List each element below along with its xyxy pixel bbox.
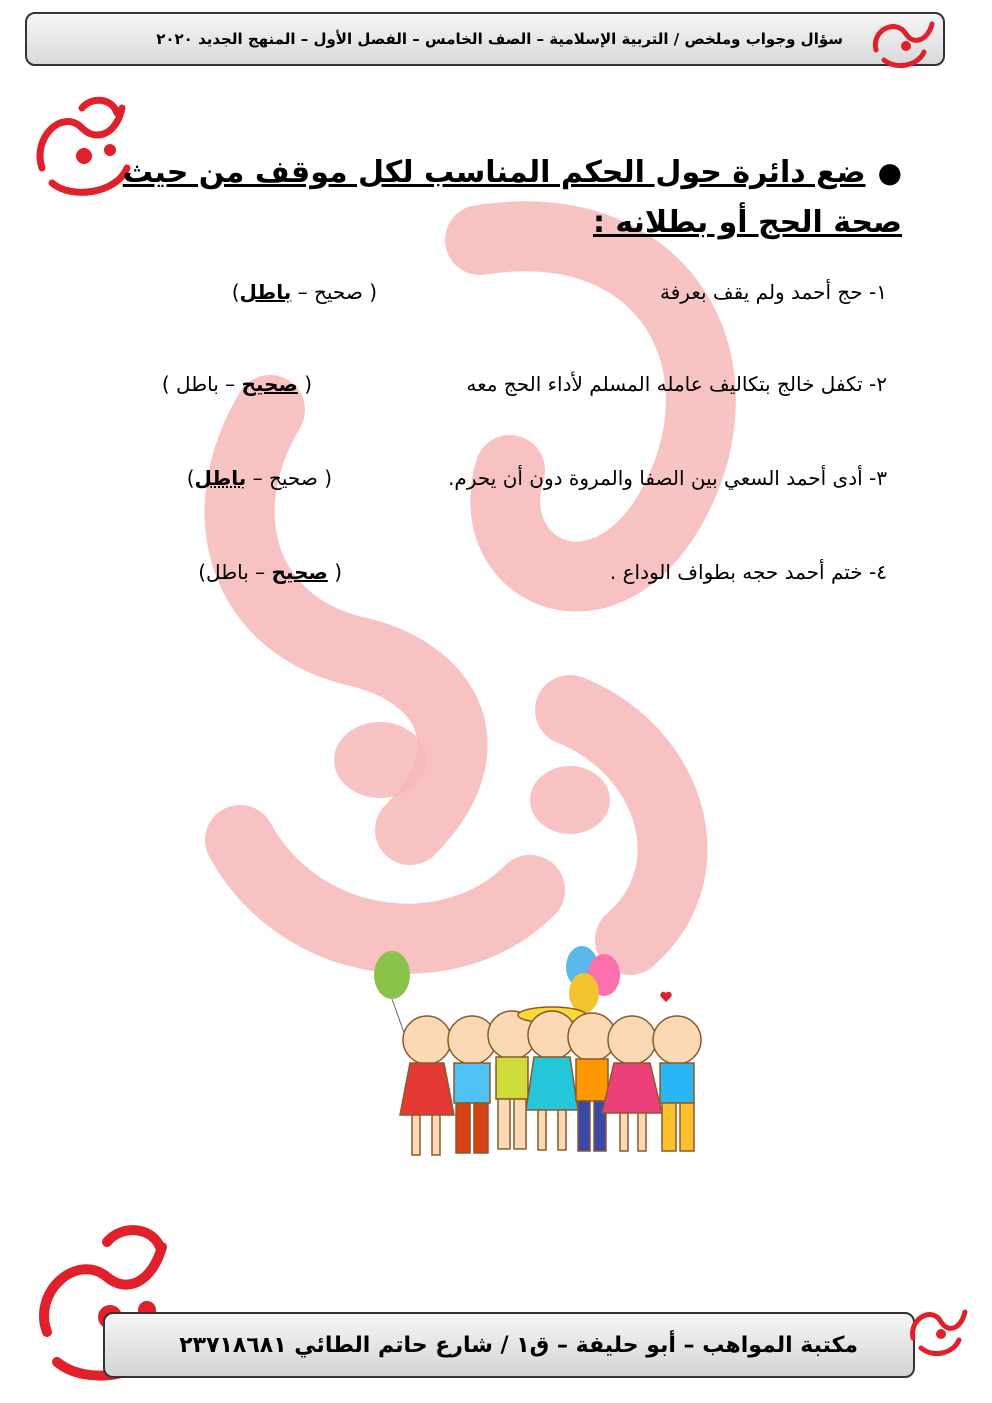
item-number: ٤-: [869, 560, 887, 584]
close-paren: ): [186, 466, 195, 490]
item-choices: [232, 274, 377, 310]
question-item-4: [107, 554, 887, 590]
children-with-balloons-illustration: [372, 945, 722, 1180]
open-paren: (: [324, 466, 332, 490]
item-choices: [187, 460, 332, 496]
question-item-2: [107, 366, 887, 402]
question-instruction: [112, 148, 902, 248]
close-paren: ): [161, 372, 170, 396]
item-number: ١-: [869, 280, 887, 304]
item-text: أدى أحمد السعي بين الصفا والمروة دون أن يحرم.: [448, 466, 863, 490]
option-invalid-selected[interactable]: باطل: [194, 466, 247, 490]
item-statement: [610, 554, 887, 590]
header-bar: [25, 12, 945, 66]
footer-bar: [103, 1312, 915, 1378]
bullet-icon: ●: [877, 156, 902, 189]
separator: –: [255, 560, 266, 584]
open-paren: (: [304, 372, 312, 396]
item-statement: [660, 274, 887, 310]
open-paren: (: [334, 560, 342, 584]
item-number: ٢-: [869, 372, 887, 396]
item-number: ٣-: [869, 466, 887, 490]
option-correct[interactable]: صحيح: [313, 280, 363, 304]
option-invalid-selected[interactable]: باطل: [239, 280, 292, 304]
instruction-text: ضع دائرة حول الحكم المناسب لكل موقف من حيث صحة الحج أو بطلانه :: [122, 155, 902, 240]
item-choices: [162, 366, 312, 402]
close-paren: ): [198, 560, 207, 584]
option-correct[interactable]: صحيح: [268, 466, 318, 490]
question-item-1: [107, 274, 887, 310]
option-correct-selected[interactable]: صحيح: [271, 560, 328, 584]
item-text: حج أحمد ولم يقف بعرفة: [660, 280, 863, 304]
option-invalid[interactable]: باطل: [206, 560, 249, 584]
option-correct-selected[interactable]: صحيح: [241, 372, 298, 396]
separator: –: [225, 372, 236, 396]
question-item-3: [107, 460, 887, 496]
separator: –: [297, 280, 308, 304]
item-statement: [466, 366, 887, 402]
open-paren: (: [369, 280, 377, 304]
header-title: سؤال وجواب وملخص / التربية الإسلامية – الصف الخامس – الفصل الأول – المنهج الجديد ٢٠٢٠: [156, 30, 843, 48]
footer-logo: [905, 1298, 975, 1360]
footer-text: مكتبة المواهب – أبو حليفة – ق١ / شارع حاتم الطائي ٢٣٧١٨٦٨١: [179, 1332, 858, 1358]
item-text: تكفل خالج بتكاليف عامله المسلم لأداء الحج معه: [466, 372, 863, 396]
header-logo: [866, 10, 946, 72]
separator: –: [252, 466, 263, 490]
item-text: ختم أحمد حجه بطواف الوداع .: [609, 560, 863, 584]
option-invalid[interactable]: باطل: [176, 372, 219, 396]
item-choices: [198, 554, 342, 590]
close-paren: ): [231, 280, 240, 304]
item-statement: [448, 460, 887, 496]
